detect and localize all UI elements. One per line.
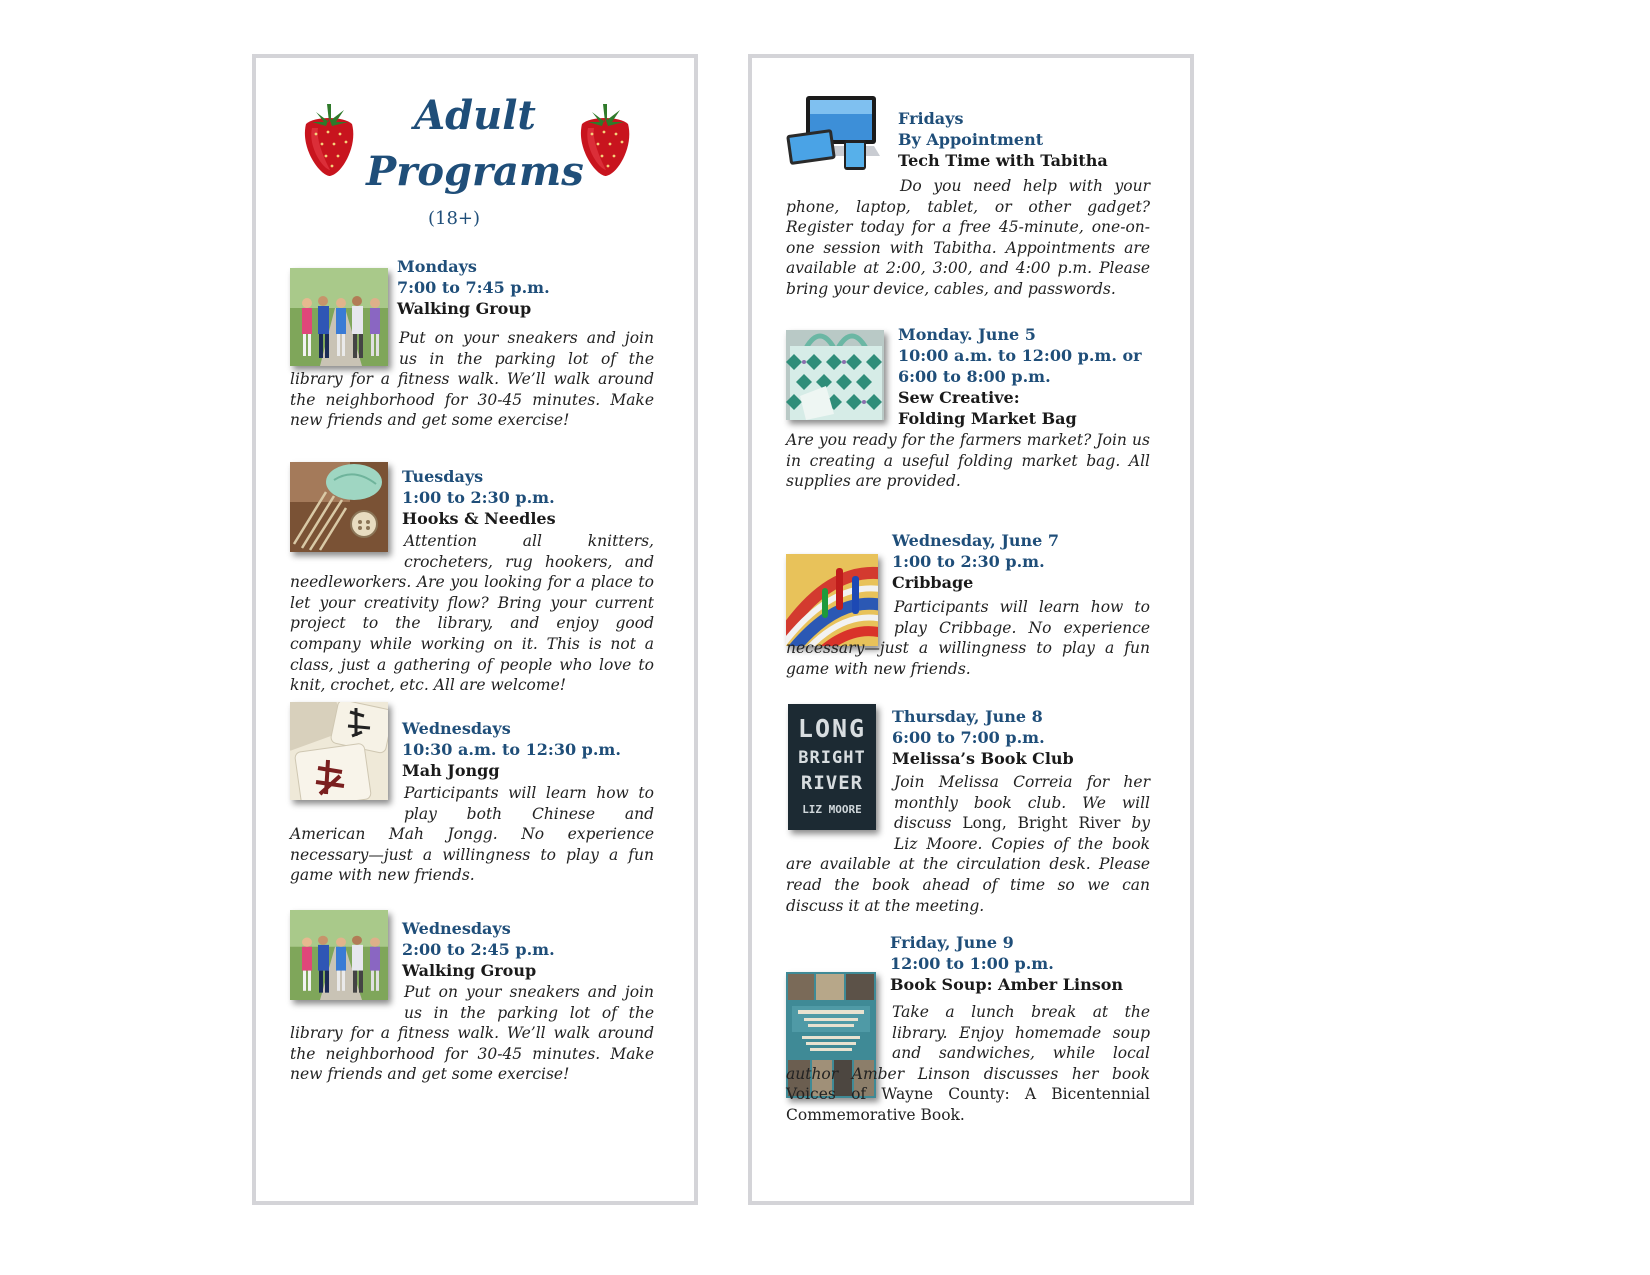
event-description: Are you ready for the farmers market? Join us in creating a useful folding market bag. All supplies are provided. xyxy=(786,431,1150,491)
event-day: Monday. June 5 xyxy=(898,325,1036,344)
event-header xyxy=(397,256,550,319)
book-cover-title-3: RIVER xyxy=(800,772,864,794)
event-name-sub: Folding Market Bag xyxy=(898,409,1077,428)
event-time-alt: 6:00 to 8:00 p.m. xyxy=(898,367,1051,386)
event-time: 10:00 a.m. to 12:00 p.m. or xyxy=(898,346,1142,365)
event-day: Wednesdays xyxy=(402,919,511,938)
event-header xyxy=(892,706,1074,769)
event-time: 2:00 to 2:45 p.m. xyxy=(402,940,555,959)
event-name: Walking Group xyxy=(402,961,537,980)
book-title: Long, Bright River xyxy=(962,814,1121,833)
book-cover-title-2: BRIGHT xyxy=(798,748,866,768)
event-day: Fridays xyxy=(898,109,964,128)
page-title-line2: Programs xyxy=(366,148,584,195)
event-time: 7:00 to 7:45 p.m. xyxy=(397,278,550,297)
strawberry-icon xyxy=(574,98,636,178)
event-name: Cribbage xyxy=(892,573,974,592)
page-title-line1: Adult xyxy=(414,92,536,139)
event-time: 1:00 to 2:30 p.m. xyxy=(402,488,555,507)
event-description: Join Melissa Correia for her monthly book club. We will discuss Long, Bright River by Liz Moore. Copies of the book are available at the circulation desk. Please read the book ahead of time so we can discuss it at the meeting. xyxy=(786,773,1150,915)
right-panel xyxy=(748,54,1194,1205)
event-time: 1:00 to 2:30 p.m. xyxy=(892,552,1045,571)
event-description: Put on your sneakers and join us in the parking lot of the library for a fitness walk. We’ll walk around the neighborhood for 30-45 minutes. Make new friends and get some exercise! xyxy=(290,329,654,430)
event-description: Participants will learn how to play Cribbage. No experience necessary—just a willingness to play a fun game with new friends. xyxy=(786,598,1150,678)
event-day: Thursday, June 8 xyxy=(892,707,1043,726)
event-day: Friday, June 9 xyxy=(890,933,1014,952)
event-name: Walking Group xyxy=(397,299,532,318)
event-header xyxy=(402,718,621,781)
event-description: Do you need help with your phone, laptop, tablet, or other gadget? Register today for a free 45-minute, one-on-one session with Tabitha. Appointments are available at 2:00, 3:00, and 4:00 p.m. Please bring your device, cables, and passwords. xyxy=(786,177,1150,298)
event-header xyxy=(402,466,556,529)
event-description: Participants will learn how to play both Chinese and American Mah Jongg. No experience necessary—just a willingness to play a fun game with new friends. xyxy=(290,784,654,885)
event-header xyxy=(898,108,1108,171)
book-cover-author: LIZ MOORE xyxy=(802,803,862,816)
event-time: By Appointment xyxy=(898,130,1044,149)
event-name: Hooks & Needles xyxy=(402,509,556,528)
event-time: 10:30 a.m. to 12:30 p.m. xyxy=(402,740,621,759)
event-name: Tech Time with Tabitha xyxy=(898,151,1108,170)
event-header xyxy=(402,918,555,981)
book-cover-title-1: LONG xyxy=(797,714,867,743)
book-title: Voices of Wayne County: A Bicentennial Commemorative Book. xyxy=(786,1085,1150,1124)
event-header xyxy=(890,932,1123,995)
event-day: Mondays xyxy=(397,257,477,276)
event-header xyxy=(898,324,1142,429)
event-description: Take a lunch break at the library. Enjoy homemade soup and sandwiches, while local author Amber Linson discusses her book Voices of Wayne County: A Bicentennial Commemorative Book. xyxy=(786,1003,1150,1124)
left-panel xyxy=(252,54,698,1205)
event-time: 12:00 to 1:00 p.m. xyxy=(890,954,1054,973)
event-day: Wednesdays xyxy=(402,719,511,738)
event-header xyxy=(892,530,1059,593)
event-description: Put on your sneakers and join us in the parking lot of the library for a fitness walk. We’ll walk around the neighborhood for 30-45 minutes. Make new friends and get some exercise! xyxy=(290,983,654,1084)
market-bag-photo xyxy=(786,330,884,420)
event-description: Attention all knitters, crocheters, rug hookers, and needleworkers. Are you looking for a place to let your creativity flow? Bring your current project to the library, and enjoy good company while working on it. This is not a class, just a gathering of people who love to knit, crochet, etc. All are welcome! xyxy=(290,532,654,695)
event-day: Tuesdays xyxy=(402,467,484,486)
event-name: Mah Jongg xyxy=(402,761,500,780)
event-name: Book Soup: Amber Linson xyxy=(890,975,1124,994)
event-name: Sew Creative: xyxy=(898,388,1020,407)
age-label: (18+) xyxy=(428,208,481,229)
event-time: 6:00 to 7:00 p.m. xyxy=(892,728,1045,747)
event-name: Melissa’s Book Club xyxy=(892,749,1074,768)
event-day: Wednesday, June 7 xyxy=(892,531,1060,550)
devices-photo xyxy=(786,94,882,172)
